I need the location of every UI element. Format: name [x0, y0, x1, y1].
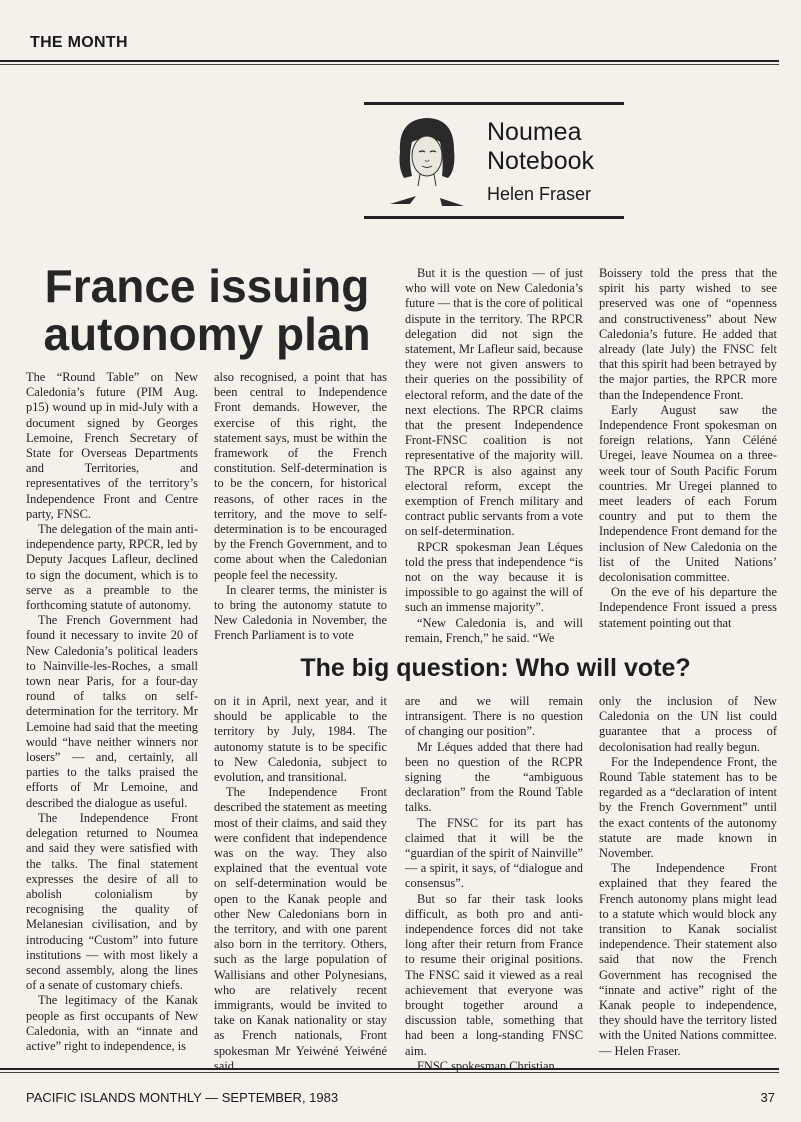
- top-rule-thin: [0, 64, 779, 65]
- paragraph: The “Round Table” on New Caledonia’s future (PIM Aug. p15) wound up in mid-July with a document signed by Georges Lemoine, French Secretary of State for Overseas Departments and Territories, and representatives of the territory’s Independence Front and Centre party, FNSC.: [26, 370, 198, 521]
- column-1: [26, 370, 198, 1054]
- article-subheadline: The big question: Who will vote?: [300, 654, 691, 682]
- paragraph: only the inclusion of New Caledonia on the UN list could guarantee that a process of decolonisation had really begun.: [599, 694, 777, 754]
- paragraph: The legitimacy of the Kanak people as first occupants of New Caledonia, with an “innate and active” right to independence, is: [26, 993, 198, 1053]
- notebook-author: Helen Fraser: [487, 184, 592, 204]
- bottom-rule: [0, 1068, 779, 1070]
- column-4-top: [599, 266, 777, 631]
- paragraph: On the eve of his departure the Independence Front issued a press statement pointing out that: [599, 585, 777, 630]
- bottom-rule-thin: [0, 1072, 779, 1073]
- author-portrait-icon: [382, 112, 472, 212]
- paragraph: But it is the question — of just who will vote on New Caledonia’s future — that is the core of political dispute in the territory. The RPCR delegation did not sign the statement, Mr Lafleur said, because they were not given answers to their queries on the possibility of electoral reform, and the date of the next elections. The RPCR claims that the present Independence Front-FNSC coalition is not representative of the majority will. The RPCR is also against any electoral reform, except the exemption of French military and contract public servants from a vote on self-determination.: [405, 266, 583, 539]
- paragraph: In clearer terms, the minister is to bring the autonomy statute to New Caledonia in November, the French Parliament is to vote: [214, 582, 387, 643]
- headline-line2: autonomy plan: [43, 308, 371, 360]
- notebook-title-line1: Noumea: [487, 118, 582, 146]
- notebook-rule-top: [364, 102, 624, 105]
- paragraph: Early August saw the Independence Front spokesman on foreign relations, Yann Céléné Uregei, leave Noumea on a three-week tour of South Pacific Forum countries. Mr Uregei planned to meet leaders of each Forum country and put to them the Independence Front demand for the inclusion of New Caledonia on the list of the United Nations’ decolonisation committee.: [599, 402, 777, 585]
- paragraph: The French Government had found it necessary to invite 20 of New Caledonia’s political leaders to Nainville-les-Roches, a small town near Paris, for a four-day round of talks on self-determination for the territory. Mr Lemoine had said that the meeting would “have neither winners nor losers” — and, certainly, all parties to the talks praised the efforts of Mr Lemoine, and described the dialogue as useful.: [26, 613, 198, 810]
- paragraph: The Independence Front delegation returned to Noumea and said they were satisfied with the talks. The final statement expresses the desire of all to abolish colonialism by recognising the quality of Melanesian civilisation, and by introducing “Custom” into future institutions — with most likely a second assembly, along the lines of a senate of customary chiefs.: [26, 810, 198, 993]
- headline-line1: France issuing: [44, 260, 370, 312]
- publication-footer: PACIFIC ISLANDS MONTHLY — SEPTEMBER, 1983: [26, 1090, 339, 1105]
- notebook-rule-bottom: [364, 216, 624, 219]
- notebook-title-line2: Notebook: [487, 147, 595, 175]
- article-headline: [24, 262, 390, 358]
- paragraph: Mr Léques added that there had been no question of the RCPR signing the “ambiguous declaration” from the Round Table talks.: [405, 739, 583, 815]
- paragraph: The Independence Front explained that they feared the French autonomy plans might lead to a statute which would block any transition to Kanak socialist independence. Their statement also said that now the French Government has recognised the “innate and active” right of the Kanak people to independence, they should have the territory listed with the United Nations committee. — Helen Fraser.: [599, 861, 777, 1058]
- column-3-top: [405, 266, 583, 646]
- paragraph: The Independence Front described the statement as meeting most of their claims, and said they were confident that independence was on the way. They also explained that the eventual vote on self-determination would be open to the Kanak people and other New Caledonians born in the territory, and with one parent also born in the territory. Others, such as the large population of Wallisians and other Polynesians, who are relatively recent immigrants, would be invited to take on Kanak nationality or stay as French nationals, Front spokesman Mr Yeiwéné Yeiwéné said.: [214, 785, 387, 1073]
- paragraph: are and we will remain intransigent. There is no question of changing our position”.: [405, 694, 583, 739]
- paragraph: The delegation of the main anti-independence party, RPCR, led by Deputy Jacques Lafleur, declined to sign the document, which is to serve as a preamble to the forthcoming statute of autonomy.: [26, 522, 198, 613]
- section-label: THE MONTH: [30, 34, 128, 51]
- paragraph: on it in April, next year, and it should be applicable to the territory by July, 1984. The autonomy statute is to be specific to New Caledonia, subject to evolution, and transitional.: [214, 694, 387, 785]
- paragraph: FNSC spokesman Christian: [417, 1058, 555, 1073]
- paragraph: “New Caledonia is, and will remain, French,” he said. “We: [405, 615, 583, 645]
- page-number: 37: [760, 1090, 775, 1105]
- column-2-bottom: [214, 694, 387, 1074]
- paragraph: The FNSC for its part has claimed that it will be the “guardian of the spirit of Nainville” — a spirit, it says, of “dialogue and consensus”.: [405, 815, 583, 891]
- top-rule: [0, 60, 779, 62]
- paragraph: For the Independence Front, the Round Table statement has to be regarded as a “declaration of intent by the French Government” until the exact contents of the autonomy statute are made known in November.: [599, 754, 777, 861]
- column-4-bottom: [599, 694, 777, 1059]
- column-3-bottom: [405, 694, 583, 1074]
- column-2-top: [214, 370, 387, 644]
- paragraph: Boissery told the press that the spirit his party wished to see preserved was one of “openness and constructiveness” about New Caledonia’s future. He added that already (late July) the FNSC felt that this spirit had been betrayed by the major parties, the RPCR more than the Independence Front.: [599, 266, 777, 402]
- paragraph: RPCR spokesman Jean Léques told the press that independence “is not on the way because it is impossible to go against the will of such an immense majority”.: [405, 539, 583, 615]
- paragraph: But so far their task looks difficult, as both pro and anti-independence forces did not take long after their return from France to resume their original positions. The FNSC said it viewed as a real achievement that everyone was brought together around a discussion table, something that had been a long-standing FNSC aim.: [405, 891, 583, 1058]
- paragraph: also recognised, a point that has been central to Independence Front demands. However, the exercise of this right, the statement says, must be within the framework of the French constitution. Self-determination is to be the concern, for historical reasons, of other races in the territory, and the move to self-determination is to be encouraged by the French Government, and to come about when the Caledonian people feel the necessity.: [214, 370, 387, 582]
